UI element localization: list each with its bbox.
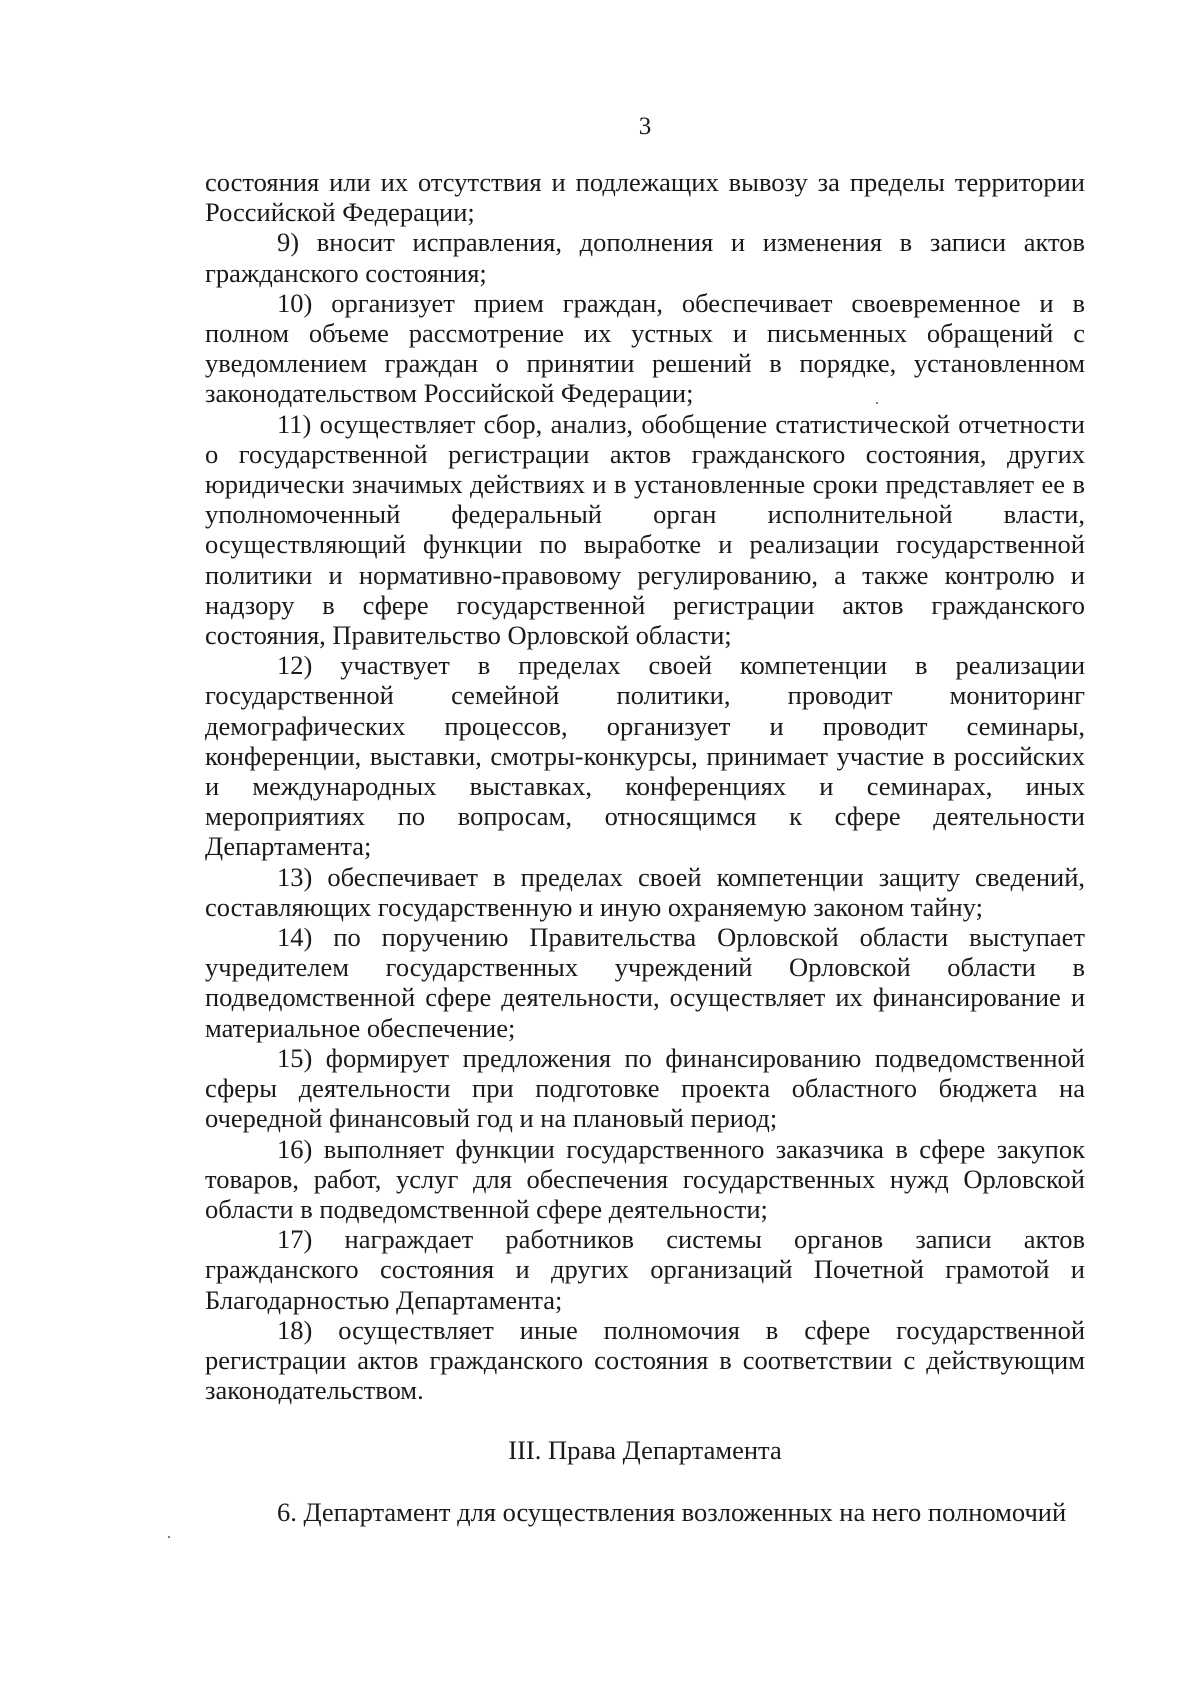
page-number: 3 (638, 113, 652, 140)
paragraph-item-14: 14) по поручению Правительства Орловской области выступает учредителем государственных учреждений Орловской области в подведомственной сфере деятельности, осуществляет их финансирование и материальное обеспечение; (205, 922, 1085, 1043)
paragraph-item-18: 18) осуществляет иные полномочия в сфере государственной регистрации актов гражданского состояния в соответствии с действующим законодательством. (205, 1314, 1085, 1406)
paragraph-item-13: 13) обеспечивает в пределах своей компетенции защиту сведений, составляющих государственную и иную охраняемую законом тайну; (205, 861, 1085, 922)
scan-speck (876, 402, 878, 404)
paragraph-item-15: 15) формирует предложения по финансированию подведомственной сферы деятельности при подготовке проекта областного бюджета на очередной финансовый год и на плановый период; (205, 1042, 1085, 1134)
paragraph-item-6: 6. Департамент для осуществления возложенных на него полномочий (277, 1497, 1067, 1528)
paragraph-group-top (205, 167, 1085, 1405)
document-body (205, 167, 1085, 1528)
paragraph-item-16: 16) выполняет функции государственного заказчика в сфере закупок товаров, работ, услуг для обеспечения государственных нужд Орловской области в подведомственной сфере деятельности; (205, 1133, 1085, 1224)
paragraph-item-9: 9) вносит исправления, дополнения и изменения в записи актов гражданского состояния; (205, 227, 1085, 288)
paragraph-continuation: состояния или их отсутствия и подлежащих вывозу за пределы территории Российской Федерации; (205, 167, 1085, 228)
paragraph-item-17: 17) награждает работников системы органов записи актов гражданского состояния и других организаций Почетной грамотой и Благодарностью Департамента; (205, 1224, 1085, 1315)
paragraph-group-bottom (205, 1497, 1085, 1527)
paragraph-item-11: 11) осуществляет сбор, анализ, обобщение статистической отчетности о государственной регистрации актов гражданского состояния, других юридически значимых действиях и в установленные сроки представляет ее в уполномоченный федеральный орган исполнительной власти, осуществляющий функции по выработке и реализации государственной политики и нормативно-правовому регулированию, а также контролю и надзору в сфере государственной регистрации актов гражданского состояния, Правительство Орловской области; (205, 408, 1085, 651)
paragraph-item-10: 10) организует прием граждан, обеспечивает своевременное и в полном объеме рассмотрение их устных и письменных обращений с уведомлением граждан о принятии решений в порядке, установленном законодательством Российской Федерации; (205, 287, 1085, 409)
paragraph-item-12: 12) участвует в пределах своей компетенции в реализации государственной семейной политики, проводит мониторинг демографических процессов, организует и проводит семинары, конференции, выставки, смотры-конкурсы, принимает участие в российских и международных выставках, конференциях и семинарах, иных мероприятиях по вопросам, относящимся к сфере деятельности Департамента; (205, 650, 1085, 862)
section-heading: III. Права Департамента (508, 1435, 782, 1466)
scan-speck (168, 1536, 170, 1538)
